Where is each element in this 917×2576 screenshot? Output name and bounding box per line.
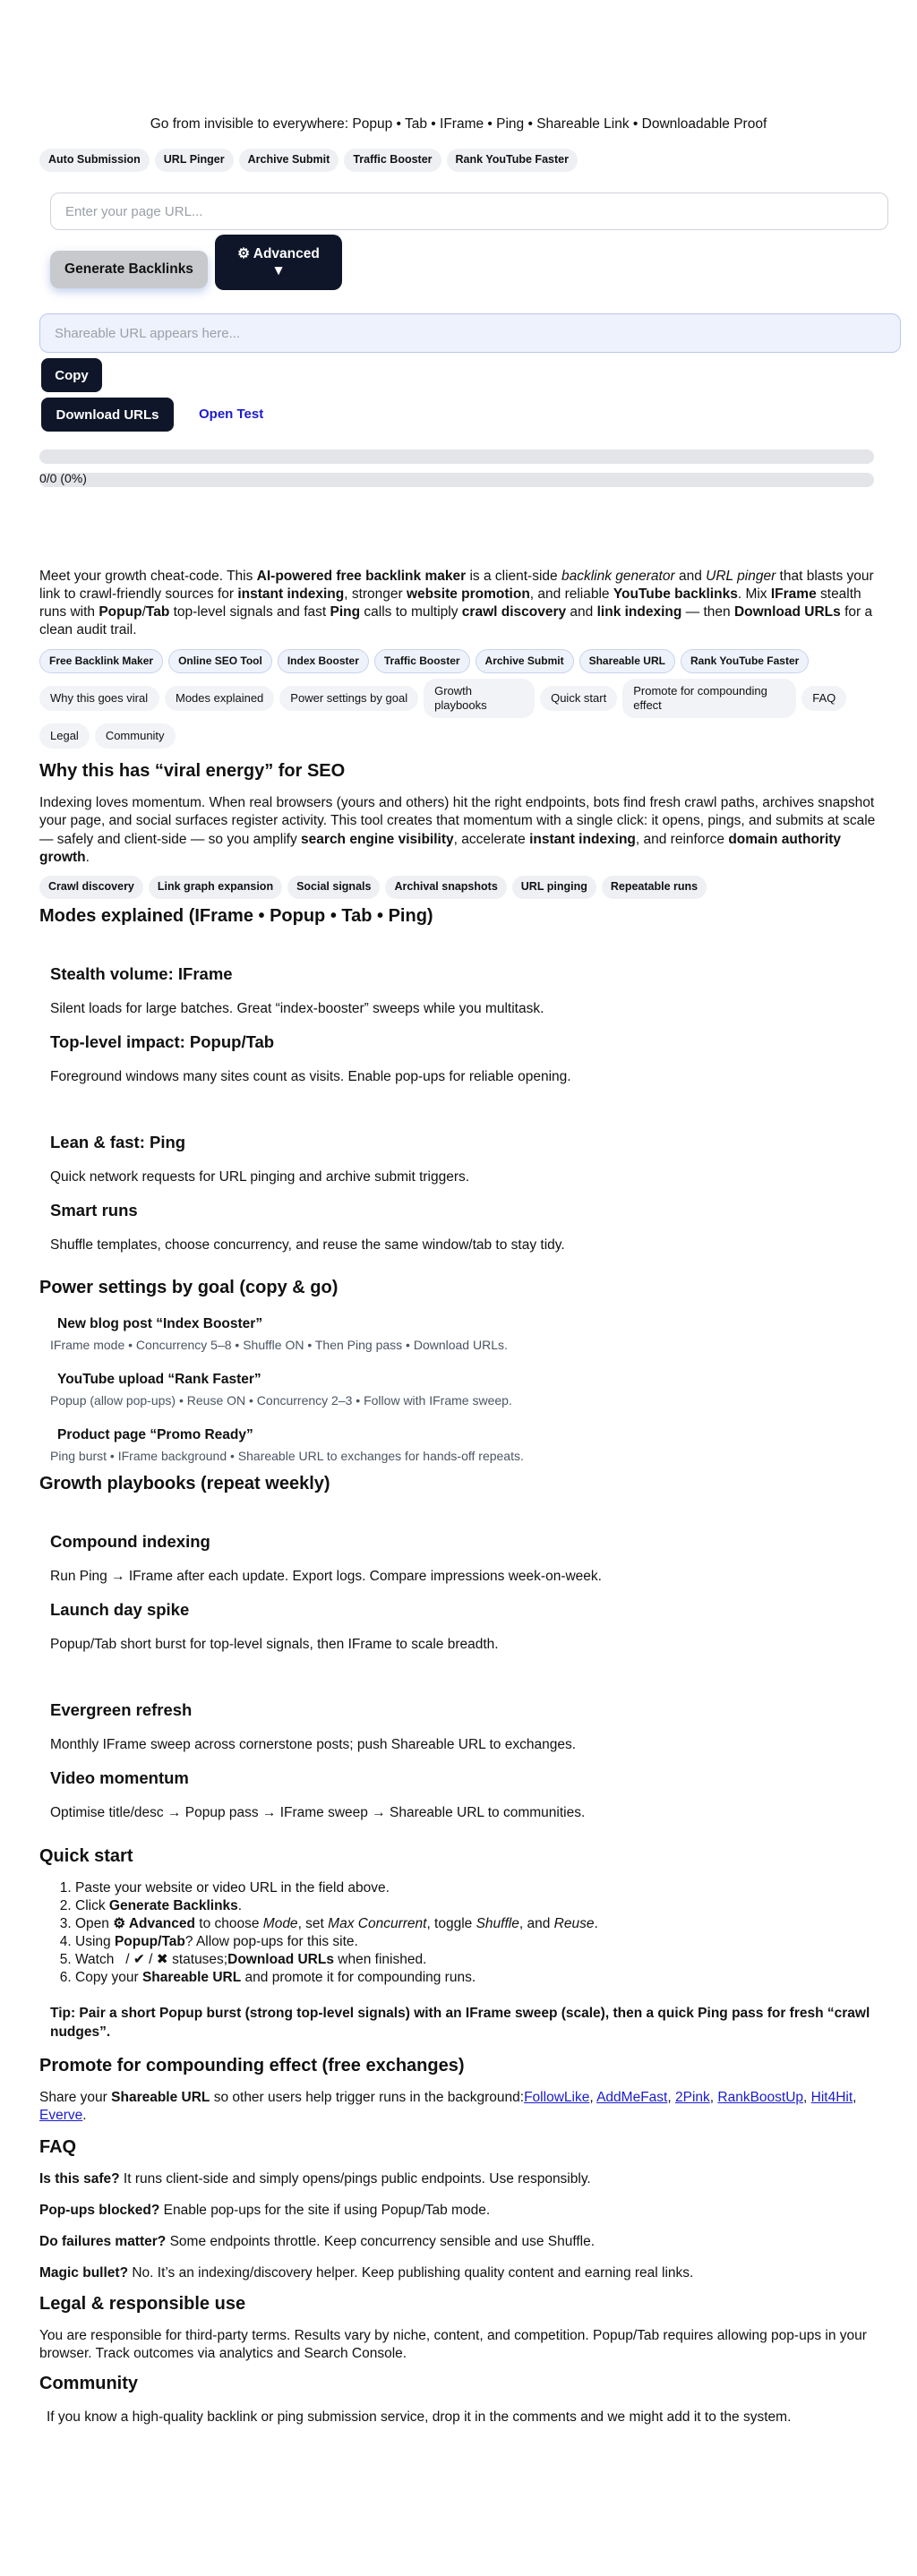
chip-traffic-booster: Traffic Booster — [344, 149, 441, 172]
mode-ping-desc: Quick network requests for URL pinging and archive submit triggers. — [50, 1168, 470, 1185]
mode-smart-desc: Shuffle templates, choose concurrency, and reuse the same window/tab to stay tidy. — [50, 1237, 565, 1253]
tag-archive-submit: Archive Submit — [476, 649, 574, 673]
viral-paragraph: Indexing loves momentum. When real browsers (yours and others) hit the right endpoints, bots find fresh crawl paths, archives snapshot your page, and social surfaces register activity. This tool creates that momentum with a single click: it opens, pings, and submits at scale — safely and client-side — so you amplify search engine visibility, accelerate instant indexing, and reinforce domain authority growth. — [39, 795, 876, 865]
progress-bar — [39, 449, 874, 464]
advanced-label: ⚙ Advanced — [237, 245, 320, 261]
list-item: 4. Using Popup/Tab? Allow pop-ups for this site. — [75, 1933, 881, 1951]
community-text: If you know a high-quality backlink or ping submission service, drop it in the comments and we might add it to the system. — [47, 2409, 792, 2425]
toc-faq[interactable]: FAQ — [801, 686, 846, 711]
mode-smart-title: Smart runs — [50, 1200, 138, 1220]
link-2pink[interactable]: 2Pink — [674, 2089, 710, 2105]
faq-item: Magic bullet? No. It’s an indexing/discovery helper. Keep publishing quality content and earning real links. — [39, 2265, 694, 2281]
toc-power-settings[interactable]: Power settings by goal — [279, 686, 418, 711]
mode-ping-title: Lean & fast: Ping — [50, 1132, 186, 1151]
modes-heading: Modes explained (IFrame • Popup • Tab • Ping) — [39, 905, 433, 926]
playbook-video-desc: Optimise title/desc → Popup pass → IFrame sweep → Shareable URL to communities. — [50, 1805, 586, 1821]
progress-bar-secondary — [39, 473, 874, 487]
link-rankboostup[interactable]: RankBoostUp — [717, 2089, 804, 2105]
list-item: 2. Click Generate Backlinks. — [75, 1897, 881, 1915]
viral-chips — [39, 876, 881, 899]
list-item: 6. Copy your Shareable URL and promote it for compounding runs. — [75, 1969, 881, 1987]
toc-modes[interactable]: Modes explained — [165, 686, 274, 711]
chip-archival-snapshots: Archival snapshots — [385, 876, 506, 899]
copy-button[interactable]: Copy — [41, 358, 102, 392]
chip-social-signals: Social signals — [287, 876, 380, 899]
shareable-url-field[interactable] — [39, 313, 901, 353]
tag-online-seo-tool: Online SEO Tool — [168, 649, 272, 673]
url-input[interactable] — [50, 193, 888, 230]
chip-repeatable-runs: Repeatable runs — [602, 876, 707, 899]
playbook-launch-desc: Popup/Tab short burst for top-level signals, then IFrame to scale breadth. — [50, 1637, 499, 1653]
feature-chips — [39, 149, 881, 172]
community-heading: Community — [39, 2373, 138, 2393]
power-youtube-desc: Popup (allow pop-ups) • Reuse ON • Concurrency 2–3 • Follow with IFrame sweep. — [50, 1393, 512, 1408]
open-test-link[interactable]: Open Test — [199, 407, 264, 422]
modes-group-2 — [39, 1133, 881, 1254]
hero-tagline: Go from invisible to everywhere: Popup • Tab • IFrame • Ping • Shareable Link • Downloadable Proof — [150, 116, 767, 132]
chip-url-pinging: URL pinging — [512, 876, 596, 899]
table-of-contents — [39, 679, 881, 749]
toc-quick-start[interactable]: Quick start — [540, 686, 617, 711]
modes-group-1 — [39, 964, 881, 1086]
toc-legal[interactable]: Legal — [39, 723, 90, 749]
toc-why-viral[interactable]: Why this goes viral — [39, 686, 159, 711]
playbooks-group-2 — [39, 1700, 881, 1822]
list-item: 3. Open ⚙ Advanced to choose Mode, set Max Concurrent, toggle Shuffle, and Reuse. — [75, 1915, 881, 1933]
mode-iframe-desc: Silent loads for large batches. Great “index-booster” sweeps while you multitask. — [50, 1000, 544, 1016]
faq-item: Do failures matter? Some endpoints throttle. Keep concurrency sensible and use Shuffle. — [39, 2234, 596, 2250]
link-everve[interactable]: Everve — [39, 2107, 83, 2123]
legal-text: You are responsible for third-party terms. Results vary by niche, content, and competition. Popup/Tab requires allowing pop-ups in your browser. Track outcomes via analytics and Search Console. — [39, 2327, 867, 2361]
chip-archive-submit: Archive Submit — [239, 149, 339, 172]
list-item: 1. Paste your website or video URL in the field above. — [75, 1879, 881, 1897]
tag-traffic-booster: Traffic Booster — [374, 649, 470, 673]
power-product-title: Product page “Promo Ready” — [57, 1427, 253, 1443]
quickstart-heading: Quick start — [39, 1845, 133, 1866]
link-followlike[interactable]: FollowLike — [524, 2089, 590, 2105]
quickstart-tip: Tip: Pair a short Popup burst (strong top-level signals) with an IFrame sweep (scale), then a quick Ping pass for fresh “crawl nudges”. — [50, 2006, 870, 2040]
link-addmefast[interactable]: AddMeFast — [596, 2089, 668, 2105]
keyword-tags — [39, 649, 881, 673]
playbooks-heading: Growth playbooks (repeat weekly) — [39, 1474, 330, 1494]
playbook-compound-title: Compound indexing — [50, 1532, 210, 1552]
mode-iframe-title: Stealth volume: IFrame — [50, 963, 233, 983]
chip-url-pinger: URL Pinger — [155, 149, 234, 172]
chip-auto-submission: Auto Submission — [39, 149, 150, 172]
promote-paragraph: Share your Shareable URL so other users help trigger runs in the background:FollowLike, AddMeFast, 2Pink, RankBoostUp, Hit4Hit, Everve. — [39, 2089, 857, 2123]
list-item: 5. Watch / ✔ / ✖ statuses;Download URLs when finished. — [75, 1951, 881, 1969]
toc-growth-playbooks[interactable]: Growth playbooks — [424, 679, 535, 719]
download-urls-button[interactable]: Download URLs — [41, 398, 174, 432]
tag-free-backlink-maker: Free Backlink Maker — [39, 649, 163, 673]
progress-label: 0/0 (0%) — [39, 471, 87, 485]
quickstart-steps — [39, 1879, 881, 1988]
faq-heading: FAQ — [39, 2137, 77, 2158]
article-content — [39, 568, 881, 2426]
power-heading: Power settings by goal (copy & go) — [39, 1278, 339, 1298]
power-youtube-title: YouTube upload “Rank Faster” — [57, 1372, 261, 1388]
power-blog-desc: IFrame mode • Concurrency 5–8 • Shuffle ON • Then Ping pass • Download URLs. — [50, 1338, 508, 1353]
toc-promote[interactable]: Promote for compounding effect — [622, 679, 796, 719]
playbook-video-title: Video momentum — [50, 1768, 189, 1788]
playbook-evergreen-desc: Monthly IFrame sweep across cornerstone posts; push Shareable URL to exchanges. — [50, 1737, 577, 1753]
mode-popup-desc: Foreground windows many sites count as visits. Enable pop-ups for reliable opening. — [50, 1068, 571, 1084]
faq-item: Is this safe? It runs client-side and simply opens/pings public endpoints. Use responsibly. — [39, 2171, 591, 2187]
playbook-evergreen-title: Evergreen refresh — [50, 1700, 193, 1720]
advanced-button[interactable] — [215, 235, 342, 290]
playbooks-group-1 — [39, 1532, 881, 1654]
chevron-down-icon: ▼ — [271, 263, 286, 278]
intro-paragraph: Meet your growth cheat-code. This AI-powered free backlink maker is a client-side backlink generator and URL pinger that blasts your link to crawl-friendly sources for instant indexing, stronger website promotion, and reliable YouTube backlinks. Mix IFrame stealth runs with Popup/Tab top-level signals and fast Ping calls to multiply crawl discovery and link indexing — then Download URLs for a clean audit trail. — [39, 569, 874, 638]
chip-link-graph: Link graph expansion — [149, 876, 282, 899]
power-settings-list — [39, 1316, 881, 1463]
generate-backlinks-button[interactable]: Generate Backlinks — [50, 251, 208, 288]
chip-rank-youtube: Rank YouTube Faster — [447, 149, 578, 172]
tag-index-booster: Index Booster — [278, 649, 369, 673]
chip-crawl-discovery: Crawl discovery — [39, 876, 143, 899]
tag-rank-youtube-faster: Rank YouTube Faster — [681, 649, 809, 673]
faq-item: Pop-ups blocked? Enable pop-ups for the site if using Popup/Tab mode. — [39, 2203, 491, 2219]
mode-popup-title: Top-level impact: Popup/Tab — [50, 1031, 275, 1051]
promote-heading: Promote for compounding effect (free exchanges) — [39, 2055, 465, 2075]
power-product-desc: Ping burst • IFrame background • Shareable URL to exchanges for hands-off repeats. — [50, 1449, 524, 1464]
legal-heading: Legal & responsible use — [39, 2293, 246, 2314]
link-hit4hit[interactable]: Hit4Hit — [810, 2089, 853, 2105]
toc-community[interactable]: Community — [95, 723, 176, 749]
tag-shareable-url: Shareable URL — [579, 649, 675, 673]
playbook-launch-title: Launch day spike — [50, 1600, 190, 1620]
playbook-compound-desc: Run Ping → IFrame after each update. Export logs. Compare impressions week-on-week. — [50, 1569, 602, 1585]
viral-heading: Why this has “viral energy” for SEO — [39, 761, 346, 782]
power-blog-title: New blog post “Index Booster” — [57, 1316, 263, 1332]
